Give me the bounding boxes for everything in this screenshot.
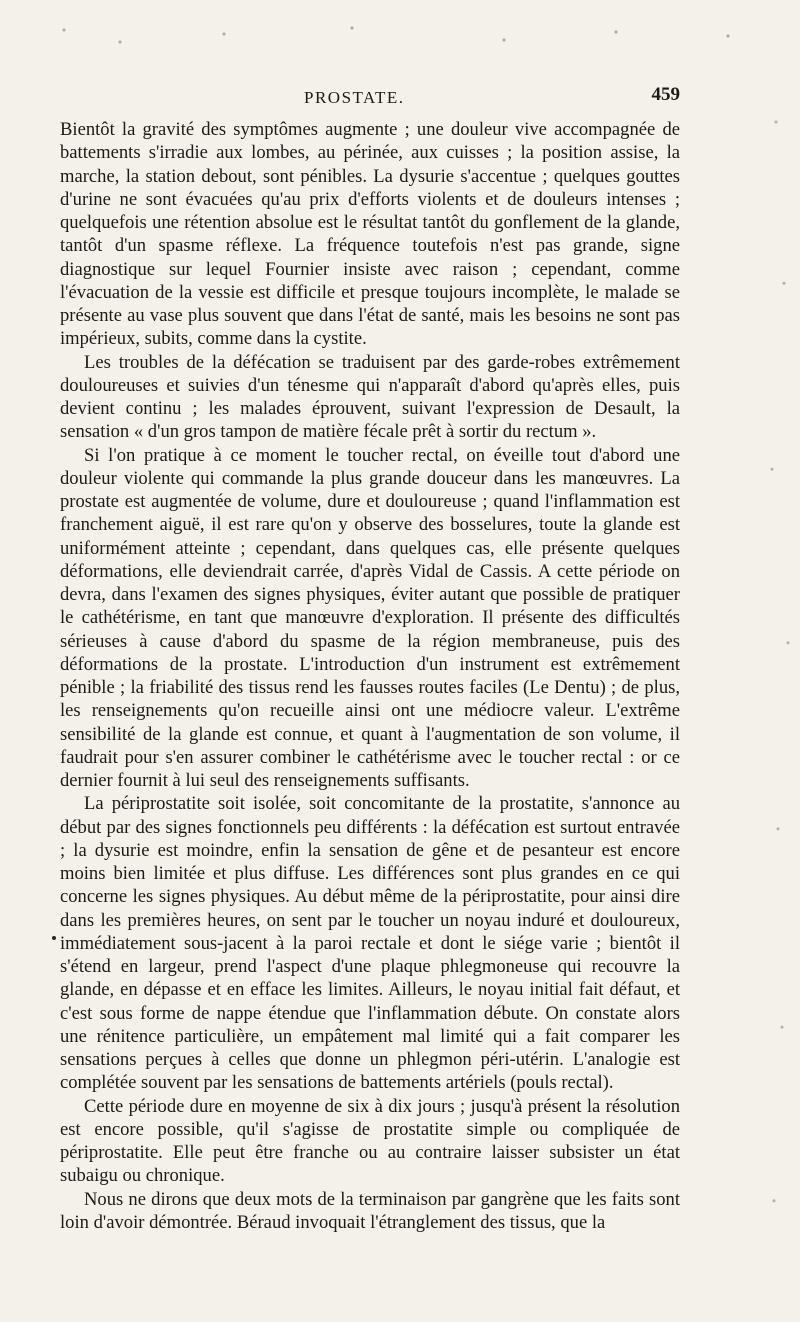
running-header [60, 84, 680, 114]
paragraph: Les troubles de la défécation se traduisent par des garde-robes extrêmement douloureuses et suivies d'un ténesme qui n'apparaît d'abord qu'après elles, puis devient continu ; les malades éprouvent, suivant l'expression de Desault, la sensation « d'un gros tampon de matière fécale prêt à sortir du rectum ». [60, 351, 680, 443]
paragraph: La périprostatite soit isolée, soit concomitante de la prostatite, s'annonce au début par des signes fonctionnels peu différents : la défécation est surtout entravée ; la dysurie est moindre, enfin la sensation de gêne et de pesanteur est encore moins bien limitée et plus diffuse. Les différences sont plus grandes en ce qui concerne les signes physiques. Au début même de la périprostatite, pour ainsi dire dans les premières heures, on sent par le toucher un noyau induré et douloureux, immédiatement sous-jacent à la paroi rectale et dont le siége varie ; bientôt il s'étend en largeur, prend l'aspect d'une plaque phlegmoneuse qui recouvre la glande, en dépasse et en efface les limites. Ailleurs, le noyau initial fait défaut, et c'est sous forme de nappe étendue que l'inflammation débute. On constate alors une rénitence particulière, un empâtement mal limité qui a fait comparer les sensations perçues à celles que donne un phlegmon péri-utérin. L'analogie est complétée souvent par les sensations de battements artériels (pouls rectal). [60, 793, 680, 1094]
paragraph: Si l'on pratique à ce moment le toucher rectal, on éveille tout d'abord une douleur violente qui commande la plus grande douceur dans les manœuvres. La prostate est augmentée de volume, dure et douloureuse ; quand l'inflammation est franchement aiguë, il est rare qu'on y observe des bosselures, toute la glande est uniformément atteinte ; cependant, dans quelques cas, elle présente quelques déformations, elle deviendrait carrée, d'après Vidal de Cassis. A cette période on devra, dans l'examen des signes physiques, éviter autant que possible de pratiquer le cathétérisme, en tant que manœuvre d'exploration. Il présente des difficultés sérieuses à cause d'abord du spasme de la région membraneuse, puis des déformations de la prostate. L'introduction d'un instrument est extrêmement pénible ; la friabilité des tissus rend les fausses routes faciles (Le Dentu) ; de plus, les renseignements qu'on recueille ainsi ont une médiocre valeur. L'extrême sensibilité de la glande est connue, et quant à l'augmentation de son volume, il faudrait pour s'en assurer combiner le cathétérisme avec le toucher rectal : or ce dernier fournit à lui seul des renseignements suffisants. [60, 444, 680, 791]
running-title: PROSTATE. [304, 88, 405, 107]
paragraph: Bientôt la gravité des symptômes augmente ; une douleur vive accompagnée de battements s'irradie aux lombes, au périnée, aux cuisses ; la position assise, la marche, la station debout, sont pénibles. La dysurie s'accentue ; quelques gouttes d'urine ne sont évacuées qu'au prix d'efforts violents et de douleurs intenses ; quelquefois une rétention absolue est le résultat tantôt du gonflement de la glande, tantôt d'un spasme réflexe. La fréquence toutefois n'est pas grande, signe diagnostique sur lequel Fournier insiste avec raison ; cependant, comme l'évacuation de la vessie est difficile et presque toujours incomplète, le malade se présente au vase plus souvent que dans l'état de santé, mais les besoins ne sont pas impérieux, subits, comme dans la cystite. [60, 119, 680, 350]
scan-noise-right [760, 60, 800, 1300]
margin-mark [52, 936, 56, 940]
paragraph: Cette période dure en moyenne de six à dix jours ; jusqu'à présent la résolution est encore possible, qu'il s'agisse de prostatite simple ou compliquée de périprostatite. Elle peut être franche ou au contraire laisser subsister un état subaigu ou chronique. [60, 1095, 680, 1187]
scan-noise-top [0, 18, 800, 58]
body-text [60, 118, 680, 1234]
page-number: 459 [651, 84, 680, 105]
paragraph: Nous ne dirons que deux mots de la terminaison par gangrène que les faits sont loin d'avoir démontrée. Béraud invoquait l'étranglement des tissus, que la [60, 1188, 680, 1233]
